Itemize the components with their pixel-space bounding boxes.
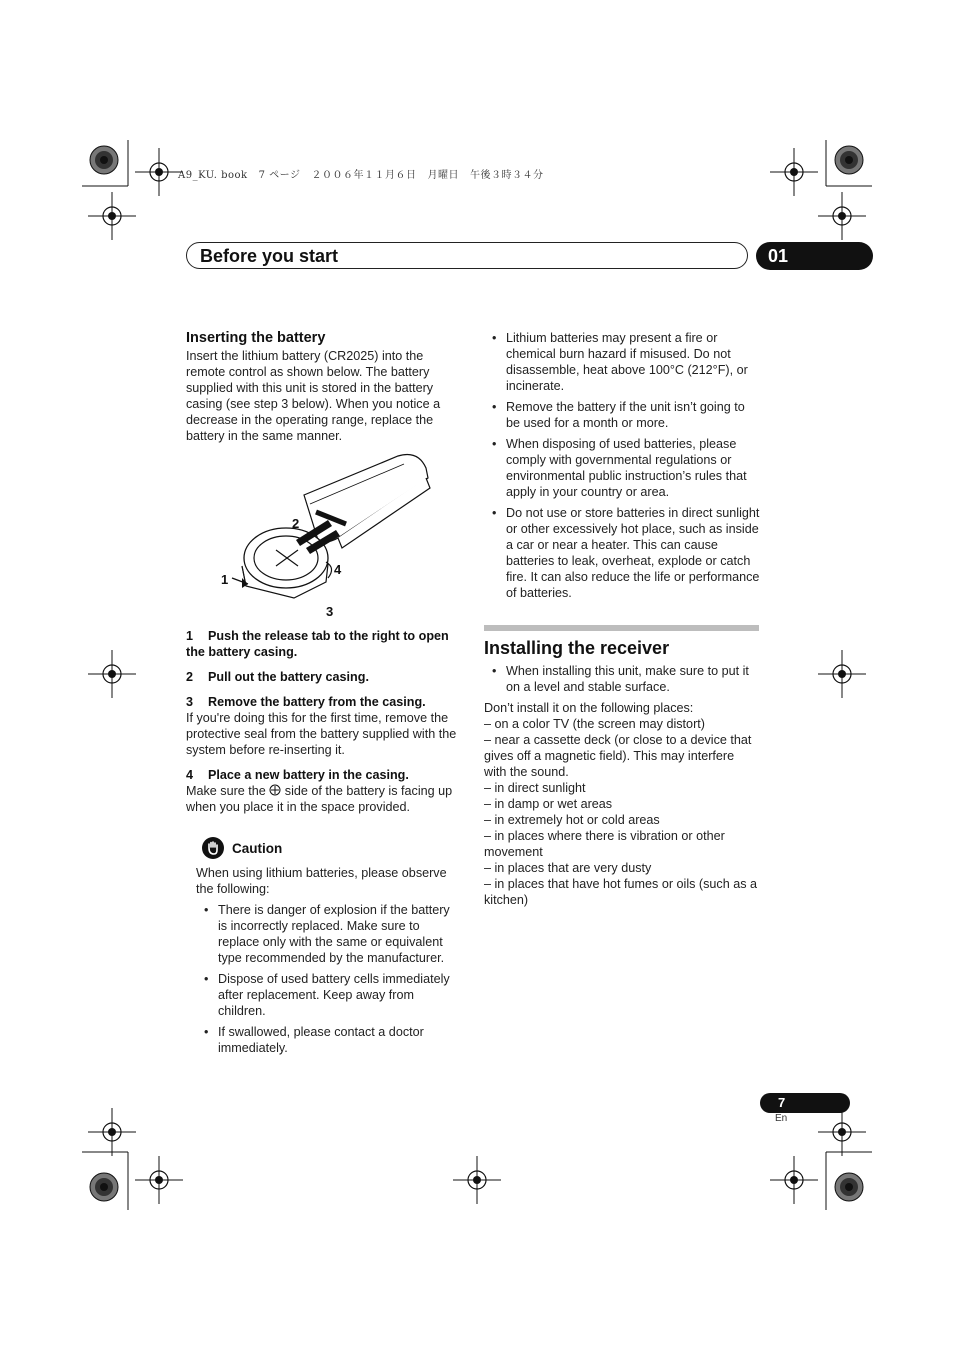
page-title: Before you start (200, 246, 339, 266)
battery-warning-item: • Lithium batteries may present a fire or chemical burn hazard if misused. Do not disassemble, heat above 100°C (212°F), or incinerate. (484, 330, 760, 394)
battery-warning-list (484, 330, 760, 601)
plus-terminal-icon (269, 784, 281, 796)
installing-bullet-list (484, 663, 760, 695)
place-item: – near a cassette deck (or close to a device that gives off a magnetic field). This may interfere with the sound. (484, 733, 752, 779)
remote-battery-illustration (186, 450, 462, 622)
hand-caution-icon (202, 837, 224, 859)
figure-label-4: 4 (334, 562, 342, 577)
print-slug: A9_KU. book 7 ページ ２００６年１１月６日 月曜日 午後３時３４分 (178, 170, 544, 181)
caution-item: • Dispose of used battery cells immediately after replacement. Keep away from children. (196, 971, 462, 1019)
battery-warning-item: • When disposing of used batteries, please comply with governmental regulations or environmental public instruction’s rules that apply in your country or area. (484, 436, 760, 500)
places-list (484, 716, 760, 908)
step-4-note: Make sure the side of the battery is facing up when you place it in the space provided. (186, 784, 453, 814)
figure-label-2: 2 (292, 516, 300, 531)
battery-heading: Inserting the battery (186, 330, 326, 346)
installing-bullet: • When installing this unit, make sure to put it on a level and stable surface. (484, 663, 760, 695)
installing-heading: Installing the receiver (484, 638, 670, 658)
page-language: En (775, 1113, 788, 1124)
caution-box (196, 837, 462, 1056)
step-3-note: If you're doing this for the first time, remove the protective seal from the battery supplied with the system before re-inserting it. (186, 711, 457, 757)
battery-warning-item: • Remove the battery if the unit isn’t going to be used for a month or more. (484, 399, 760, 431)
place-item: – in places that are very dusty (484, 861, 652, 875)
caution-title: Caution (232, 840, 283, 856)
step-1: 1 Push the release tab to the right to open the battery casing. (186, 629, 449, 659)
battery-warning-item: • Do not use or store batteries in direct sunlight or other excessively hot place, such as inside a car or near a heater. This can cause batteries to leak, overheat, explode or catch fire. It can also reduce the life or performance of batteries. (484, 505, 760, 601)
figure-label-3: 3 (326, 604, 334, 619)
place-item: – in places where there is vibration or other movement (484, 829, 725, 859)
installing-lead: Don’t install it on the following places: (484, 701, 694, 715)
caution-item: • If swallowed, please contact a doctor immediately. (196, 1024, 462, 1056)
place-item: – in places that have hot fumes or oils (such as a kitchen) (484, 877, 758, 907)
section-divider (484, 625, 759, 631)
left-column (186, 330, 462, 1056)
figure-label-1: 1 (221, 572, 229, 587)
caution-list (196, 902, 462, 1056)
caution-header (202, 837, 462, 859)
place-item: – on a color TV (the screen may distort) (484, 717, 705, 731)
caution-item: • There is danger of explosion if the battery is incorrectly replaced. Make sure to replace only with the same or equivalent type recommended by the manufacturer. (196, 902, 462, 966)
place-item: – in damp or wet areas (484, 797, 613, 811)
step-2: 2 Pull out the battery casing. (186, 670, 369, 684)
place-item: – in direct sunlight (484, 781, 586, 795)
step-4: 4 Place a new battery in the casing. (186, 768, 409, 782)
battery-intro: Insert the lithium battery (CR2025) into the remote control as shown below. The battery supplied with this unit is stored in the battery casing (see step 3 below). When you notice a decrease in the operating range, replace the battery in the same manner. (186, 349, 441, 443)
right-column (484, 330, 760, 908)
step-3: 3 Remove the battery from the casing. (186, 695, 426, 709)
caution-intro: When using lithium batteries, please observe the following: (196, 866, 447, 896)
page-number-tab (760, 1093, 850, 1113)
chapter-number: 01 (768, 246, 789, 266)
place-item: – in extremely hot or cold areas (484, 813, 660, 827)
page-number: 7 (778, 1095, 786, 1110)
